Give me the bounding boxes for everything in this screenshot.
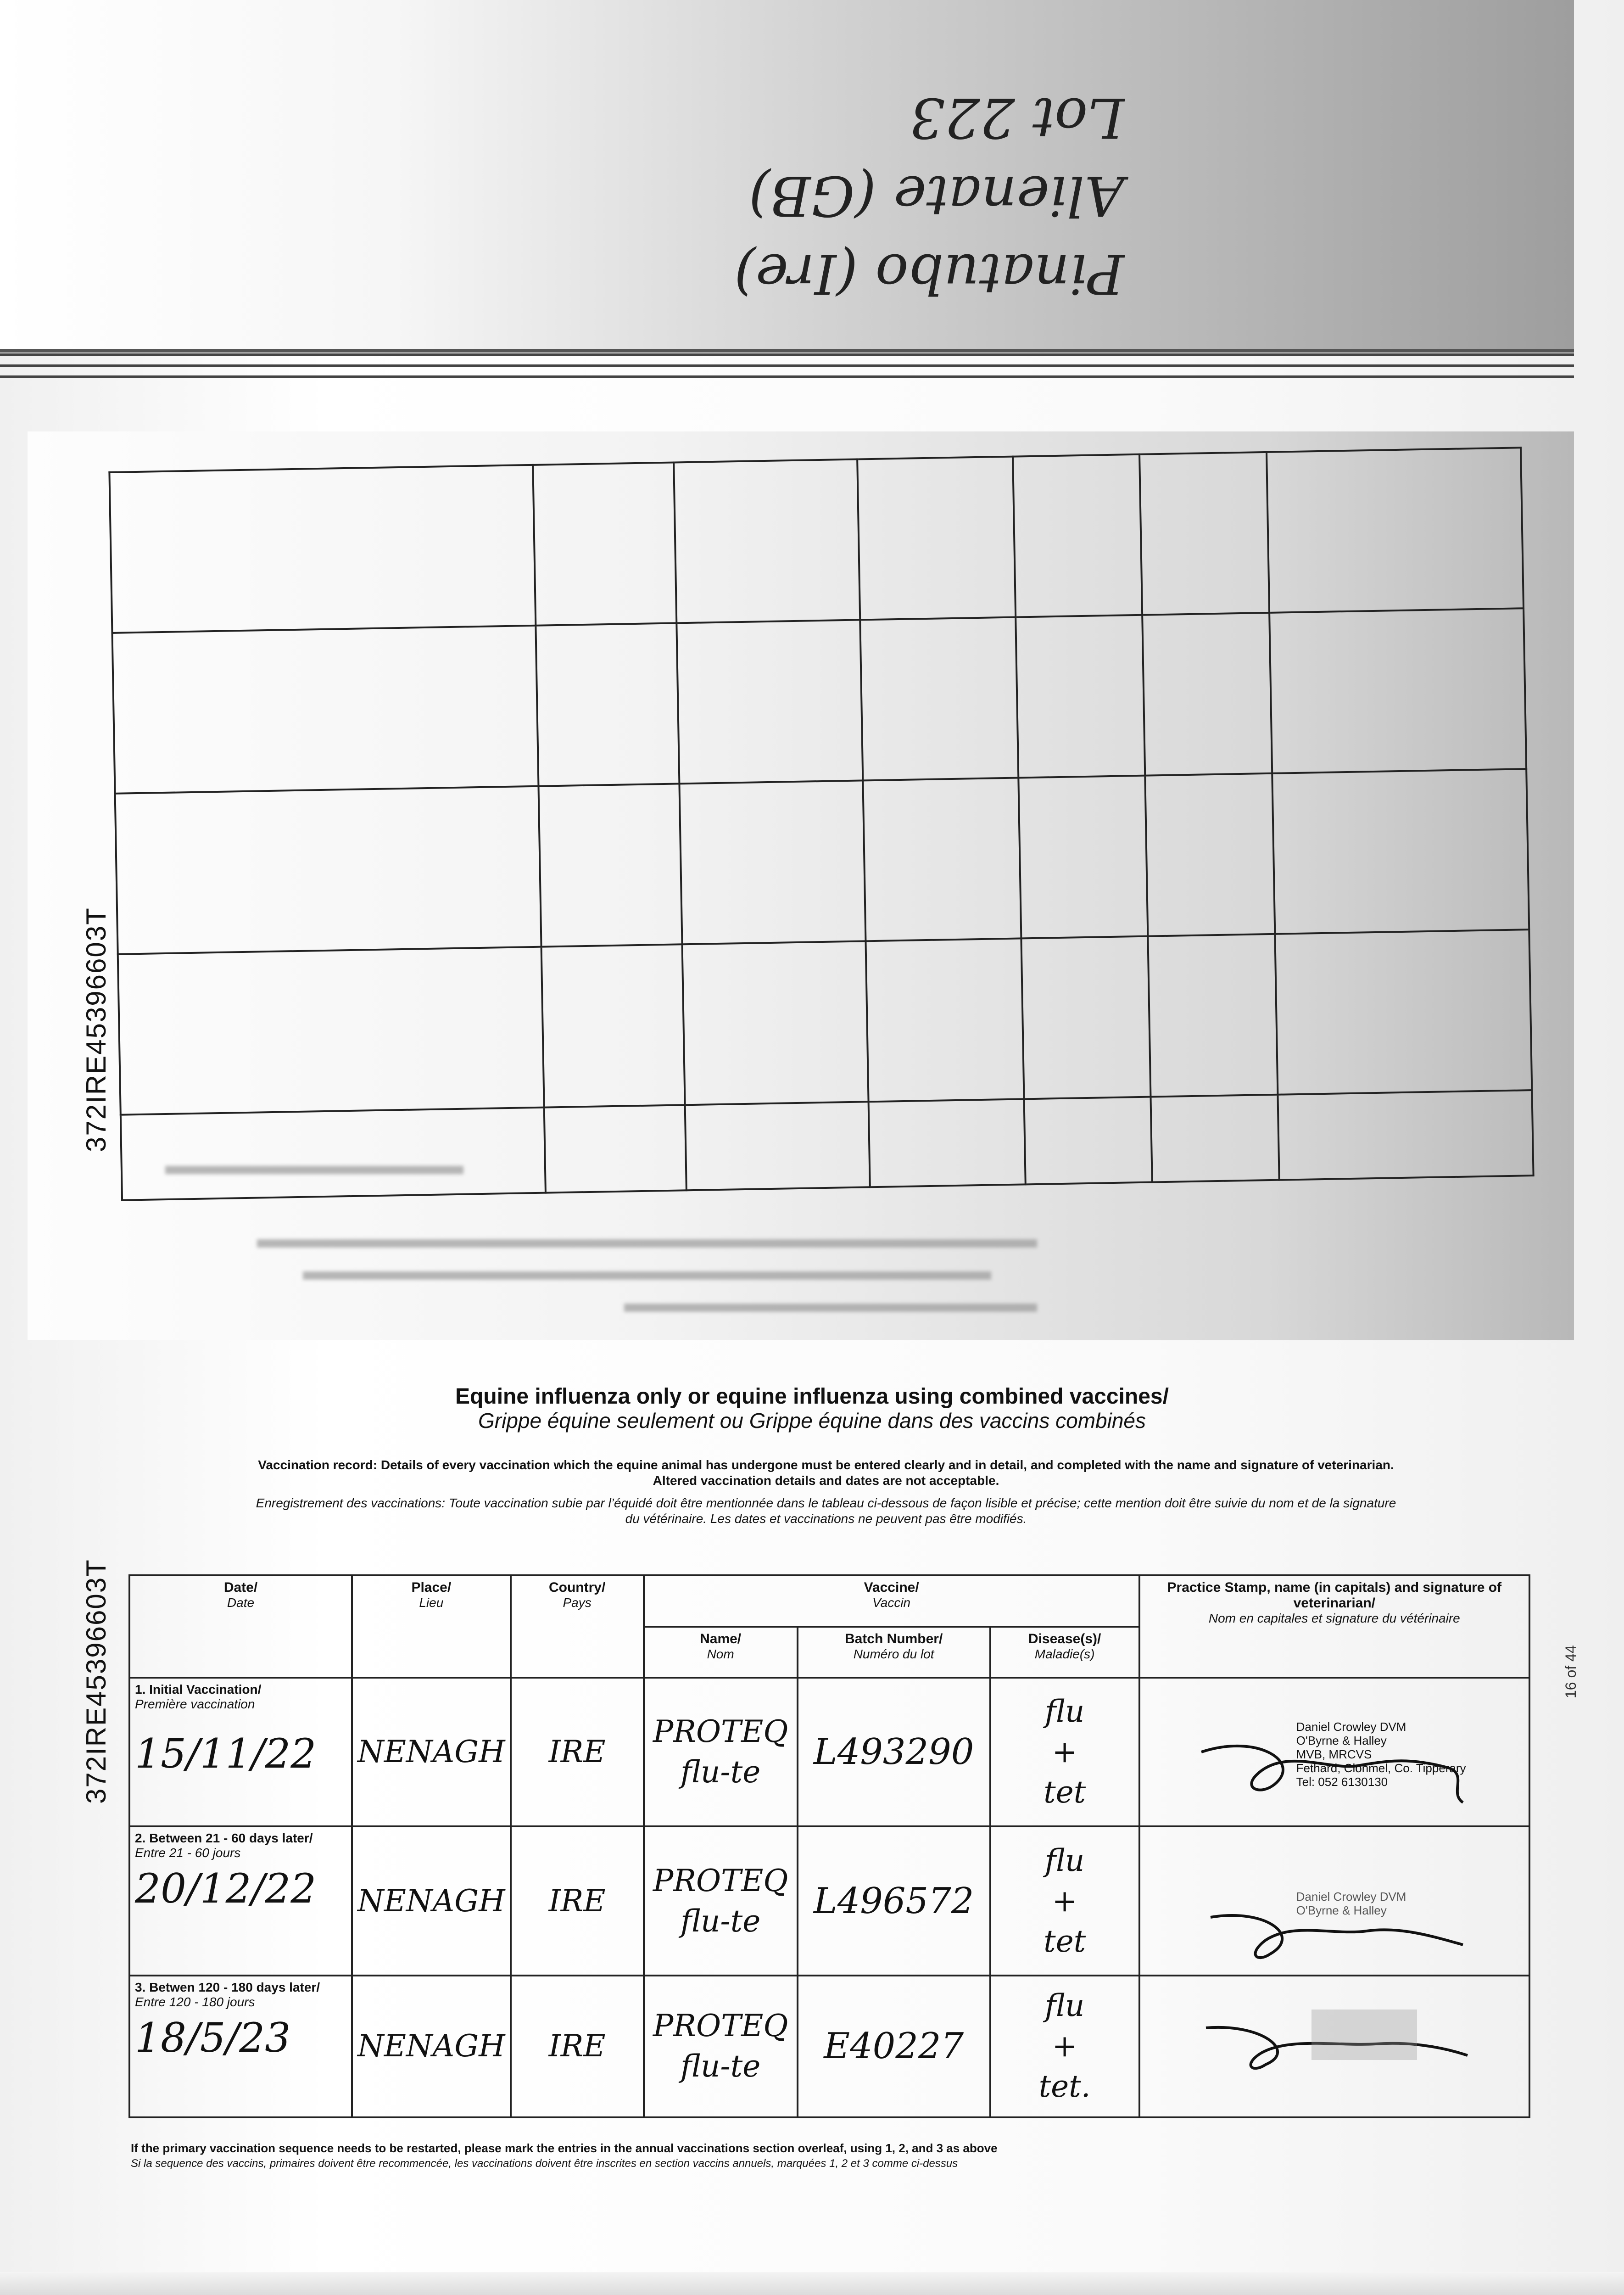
passport-id-upper: 372IRE45396603T <box>81 907 112 1152</box>
vaccine-name-cell <box>644 1678 798 1826</box>
row-label <box>135 1980 346 2010</box>
vaccine-name-cell <box>644 1976 798 2117</box>
country-cell: IRE <box>511 1826 644 1975</box>
header-stamp-fr: Nom en capitales et signature du vétérinaire <box>1208 1611 1460 1625</box>
record-fr-line-2: du vétérinaire. Les dates et vaccinations ne peuvent pas être modifiés. <box>625 1511 1027 1526</box>
place-cell: NENAGH <box>352 1826 511 1975</box>
header-country-en: Country/ <box>548 1580 606 1595</box>
disease-line-3: tet <box>1044 1923 1086 1959</box>
blurred-text <box>303 1271 991 1280</box>
vaccine-name-line-1: PROTEQ <box>653 1714 788 1750</box>
page-number: 16 of 44 <box>1563 1645 1579 1698</box>
header-vaccine <box>644 1575 1139 1627</box>
batch-number-cell: L496572 <box>798 1826 990 1975</box>
vaccine-name-cell <box>644 1826 798 1975</box>
row-label <box>135 1831 346 1860</box>
vaccine-name-line-2: flu-te <box>680 1754 761 1790</box>
stamp-cell <box>1139 1826 1529 1975</box>
batch-number-cell: E40227 <box>798 1976 990 2117</box>
faded-stamp <box>1311 2010 1417 2060</box>
header-vaccine-en: Vaccine/ <box>864 1580 919 1595</box>
row-label-en: 1. Initial Vaccination/ <box>135 1682 262 1696</box>
blurred-text <box>165 1166 463 1174</box>
row-label-fr: Entre 120 - 180 jours <box>135 1994 255 2009</box>
stamp-line: O'Byrne & Halley <box>1296 1903 1387 1917</box>
vaccination-record-instructions-fr <box>124 1495 1528 1527</box>
stamp-line: Fethard, Clonmel, Co. Tipperary <box>1296 1761 1466 1775</box>
stamp-line: Daniel Crowley DVM <box>1296 1720 1406 1734</box>
blurred-text <box>257 1239 1037 1248</box>
disease-line-2: + <box>1052 1883 1077 1919</box>
header-date-en: Date/ <box>223 1580 258 1595</box>
section-title-fr: Grippe équine seulement ou Grippe équine dans des vaccins combinés <box>478 1409 1146 1433</box>
stamp-line: O'Byrne & Halley <box>1296 1734 1387 1748</box>
record-fr-line-1: Enregistrement des vaccinations: Toute vaccination subie par l’équidé doit être mentionnée dans le tableau ci-dessous de façon lisible et précise; cette mention doit être suivie du nom et de la signature <box>256 1496 1396 1510</box>
header-name-en: Name/ <box>700 1631 742 1646</box>
header-disease-en: Disease(s)/ <box>1028 1631 1101 1646</box>
stamp-line: Daniel Crowley DVM <box>1296 1889 1406 1903</box>
passport-id-lower: 372IRE45396603T <box>81 1559 112 1804</box>
top-sheet <box>0 0 1574 353</box>
row-label-fr: Première vaccination <box>135 1697 255 1711</box>
stamp-line: MVB, MRCVS <box>1296 1747 1372 1762</box>
section-title-en: Equine influenza only or equine influenza using combined vaccines/ <box>455 1384 1169 1409</box>
row-label-en: 2. Between 21 - 60 days later/ <box>135 1831 313 1846</box>
vaccine-name-line-1: PROTEQ <box>653 2008 788 2044</box>
header-disease <box>990 1627 1139 1678</box>
table-row <box>129 1678 1529 1826</box>
disease-line-1: flu <box>1044 1988 1085 2024</box>
record-en-line-1: Vaccination record: Details of every vaccination which the equine animal has undergone must be entered clearly and in detail, and completed with the name and signature of veterinarian. <box>258 1458 1394 1472</box>
header-country-fr: Pays <box>563 1595 592 1610</box>
stamp-cell <box>1139 1678 1529 1826</box>
header-vaccine-name <box>644 1627 798 1678</box>
place-cell: NENAGH <box>352 1976 511 2117</box>
table-row <box>129 1976 1529 2117</box>
vet-stamp <box>1296 1890 1524 1917</box>
header-vaccine-fr: Vaccin <box>872 1595 911 1610</box>
record-en-line-2: Altered vaccination details and dates are not acceptable. <box>653 1473 999 1488</box>
vaccination-table <box>128 1574 1530 2118</box>
date-cell <box>129 1976 352 2117</box>
upper-page <box>28 431 1574 1340</box>
disease-cell <box>990 1976 1139 2117</box>
fold-lines <box>0 353 1574 427</box>
disease-line-2: + <box>1052 1734 1077 1770</box>
page-bottom-edge <box>0 2272 1624 2295</box>
vet-stamp <box>1296 1720 1524 1789</box>
vaccination-date: 18/5/23 <box>135 2014 291 2061</box>
disease-line-2: + <box>1052 2028 1077 2064</box>
header-batch-number <box>798 1627 990 1678</box>
vaccine-name-line-1: PROTEQ <box>653 1863 788 1898</box>
header-stamp-en: Practice Stamp, name (in capitals) and signature of veterinarian/ <box>1167 1580 1502 1611</box>
vaccination-date: 15/11/22 <box>135 1730 317 1777</box>
header-disease-fr: Maladie(s) <box>1034 1646 1095 1661</box>
disease-cell <box>990 1678 1139 1826</box>
header-place-fr: Lieu <box>419 1595 444 1610</box>
handwritten-line-1: Pinatubo (Ire) <box>734 241 1124 305</box>
country-cell: IRE <box>511 1976 644 2117</box>
disease-line-3: tet. <box>1038 2069 1091 2105</box>
header-date <box>129 1575 352 1678</box>
disease-cell <box>990 1826 1139 1975</box>
header-batch-fr: Numéro du lot <box>853 1646 934 1661</box>
handwritten-line-3: Lot 223 <box>910 85 1124 149</box>
header-place <box>352 1575 511 1678</box>
handwritten-line-2: Alienate (GB) <box>748 163 1124 227</box>
footer-note-en: If the primary vaccination sequence needs to be restarted, please mark the entries in the annual vaccinations section overleaf, using 1, 2, and 3 as above <box>131 2141 998 2155</box>
vet-signature <box>1192 2000 1477 2092</box>
footer-note-fr: Si la sequence des vaccins, primaires doivent être recommencée, les vaccinations doivent être inscrites en section vaccins annuels, marquées 1, 2 et 3 comme ci-dessus <box>131 2157 958 2170</box>
country-cell: IRE <box>511 1678 644 1826</box>
disease-line-1: flu <box>1044 1842 1085 1878</box>
header-place-en: Place/ <box>411 1580 452 1595</box>
table-row <box>129 1826 1529 1975</box>
batch-number-cell: L493290 <box>798 1678 990 1826</box>
row-label-fr: Entre 21 - 60 jours <box>135 1846 241 1860</box>
place-cell: NENAGH <box>352 1678 511 1826</box>
header-batch-en: Batch Number/ <box>844 1631 943 1646</box>
vaccination-record-instructions-en <box>124 1457 1528 1489</box>
date-cell <box>129 1678 352 1826</box>
header-country <box>511 1575 644 1678</box>
header-practice-stamp <box>1139 1575 1529 1678</box>
stamp-line: Tel: 052 6130130 <box>1296 1775 1388 1789</box>
disease-line-1: flu <box>1044 1694 1085 1730</box>
disease-line-3: tet <box>1044 1774 1086 1810</box>
upper-empty-grid <box>108 447 1534 1201</box>
vaccine-name-line-2: flu-te <box>680 1903 761 1939</box>
row-label-en: 3. Betwen 120 - 180 days later/ <box>135 1980 320 1994</box>
row-label <box>135 1682 346 1712</box>
header-date-fr: Date <box>227 1595 255 1610</box>
blurred-text <box>624 1304 1037 1312</box>
vaccine-name-line-2: flu-te <box>680 2049 761 2084</box>
date-cell <box>129 1826 352 1975</box>
vaccination-date: 20/12/22 <box>135 1865 317 1913</box>
header-name-fr: Nom <box>707 1646 734 1661</box>
handwritten-note <box>619 55 1124 312</box>
stamp-cell <box>1139 1976 1529 2117</box>
